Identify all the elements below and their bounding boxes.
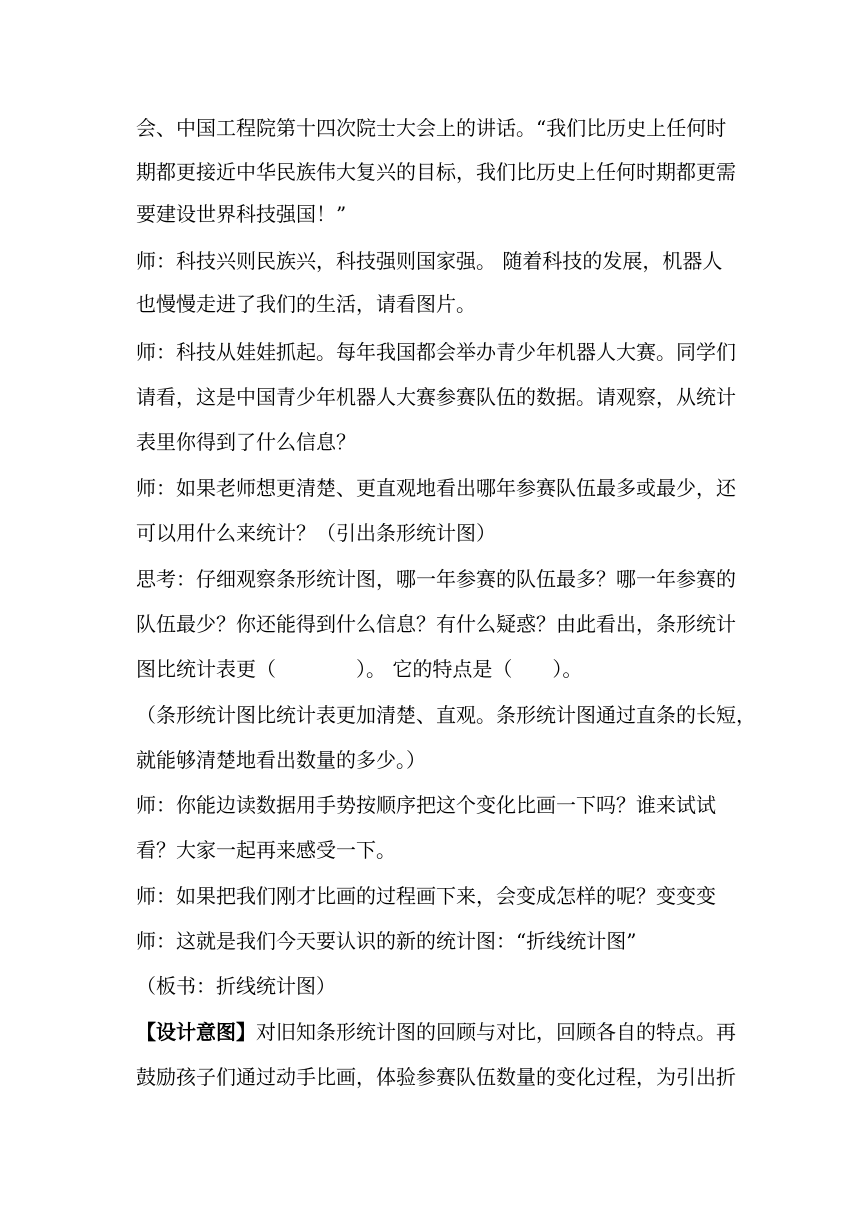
text-line: 师：科技兴则民族兴，科技强则国家强。 随着科技的发展，机器人 — [136, 249, 723, 273]
text-line: 表里你得到了什么信息？ — [136, 430, 356, 454]
text-line: 师：如果老师想更清楚、更直观地看出哪年参赛队伍最多或最少，还 — [136, 476, 736, 500]
text-line: 师：你能边读数据用手势按顺序把这个变化比画一下吗？谁来试试 — [136, 793, 716, 817]
text-line: 可以用什么来统计？（引出条形统计图） — [136, 521, 496, 545]
design-intent-line — [136, 1018, 736, 1046]
text-line: 师：科技从娃娃抓起。每年我国都会举办青少年机器人大赛。同学们 — [136, 340, 736, 364]
text-line: 就能够清楚地看出数量的多少。） — [136, 748, 426, 772]
text-line: （条形统计图比统计表更加清楚、直观。条形统计图通过直条的长短， — [136, 703, 756, 727]
design-intent-text: 对旧知条形统计图的回顾与对比，回顾各自的特点。再 — [256, 1020, 736, 1044]
design-intent-label: 【设计意图】 — [136, 1020, 256, 1044]
text-line: 看？大家一起再来感受一下。 — [136, 838, 396, 862]
text-line: 思考：仔细观察条形统计图，哪一年参赛的队伍最多？哪一年参赛的 — [136, 567, 736, 591]
text-line: （板书：折线统计图） — [136, 974, 336, 998]
text-line: 鼓励孩子们通过动手比画，体验参赛队伍数量的变化过程，为引出折 — [136, 1065, 736, 1089]
text-line: 队伍最少？你还能得到什么信息？有什么疑惑？由此看出，条形统计 — [136, 612, 736, 636]
text-line: 要建设世界科技强国！” — [136, 202, 347, 226]
text-line: 也慢慢走进了我们的生活，请看图片。 — [136, 292, 476, 316]
text-line: 图比统计表更（ ）。 它的特点是（ ）。 — [136, 657, 583, 681]
text-line: 师：这就是我们今天要认识的新的统计图：“折线统计图” — [136, 929, 637, 953]
text-line: 师：如果把我们刚才比画的过程画下来，会变成怎样的呢？变变变 — [136, 884, 716, 908]
text-line: 会、中国工程院第十四次院士大会上的讲话。“我们比历史上任何时 — [136, 116, 727, 140]
text-line: 期都更接近中华民族伟大复兴的目标，我们比历史上任何时期都更需 — [136, 160, 736, 184]
text-line: 请看，这是中国青少年机器人大赛参赛队伍的数据。请观察，从统计 — [136, 385, 736, 409]
